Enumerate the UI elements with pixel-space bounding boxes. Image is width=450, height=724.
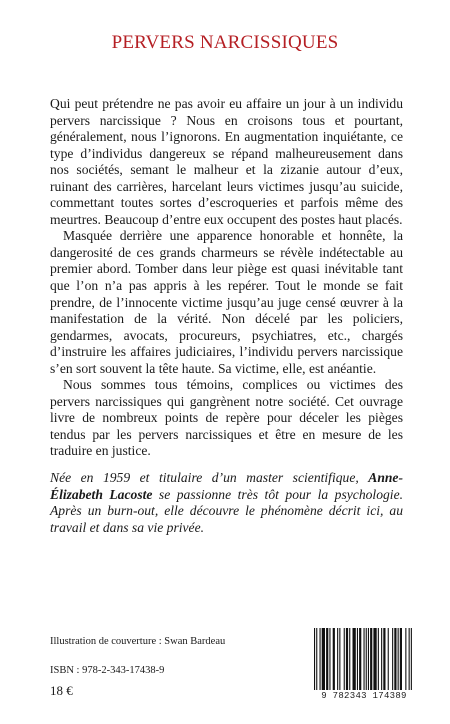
- barcode-bar: [388, 628, 389, 690]
- barcode-bars: [313, 628, 415, 690]
- barcode-bar: [339, 628, 340, 690]
- isbn-number: ISBN : 978-2-343-17438-9: [50, 665, 165, 676]
- barcode-bar: [394, 628, 396, 690]
- barcode-bar: [353, 628, 356, 690]
- barcode-bar: [359, 628, 361, 690]
- barcode-bar: [314, 628, 315, 690]
- barcode-digits: 9 782343 174389: [321, 691, 407, 701]
- barcode-bar: [366, 628, 367, 690]
- barcode-bar: [368, 628, 369, 690]
- barcode-bar: [349, 628, 350, 690]
- barcode-bar: [316, 628, 317, 690]
- book-title: PERVERS NARCISSIQUES: [111, 32, 339, 53]
- barcode-bar: [381, 628, 382, 690]
- barcode-bar: [392, 628, 393, 690]
- barcode-bar: [370, 628, 372, 690]
- barcode-bar: [398, 628, 399, 690]
- barcode-bar: [322, 628, 325, 690]
- barcode-bar: [378, 628, 379, 690]
- barcode-bar: [383, 628, 385, 690]
- barcode-bar: [344, 628, 345, 690]
- blurb-paragraph-3: Nous sommes tous témoins, complices ou victimes des pervers narcissiques qui gangrènent notre société. Cet ouvrage livre de nombreux points de repère pour déceler les pièges tendus par les pervers narcissiques et être en mesure de les traduire en justice.: [50, 377, 403, 459]
- barcode-bar: [373, 628, 376, 690]
- barcode-bar: [411, 628, 412, 690]
- bio-text-before: Née en 1959 et titulaire d’un master scientifique,: [50, 470, 369, 485]
- blurb-paragraph-1: Qui peut prétendre ne pas avoir eu affaire un jour à un individu pervers narcissique ? Nous en croisons tous et pourtant, généralement, nous l’ignorons. En augmentation inquiétante, ce type d’individus dangereux se répand malheureusement dans nos sociétés, semant le malheur et la zizanie autour d’eux, ruinant des carrières, harcelant leurs victimes jusqu’au suicide, commettant toutes sortes d’escroqueries et parfois même des meurtres. Beaucoup d’entre eux occupent des postes haut placés.: [50, 96, 403, 227]
- barcode-bar: [337, 628, 338, 690]
- barcode: [309, 625, 419, 707]
- barcode-bar: [326, 628, 328, 690]
- barcode-bar: [333, 628, 335, 690]
- author-bio: [50, 470, 403, 536]
- author-name: Anne-Élizabeth Lacoste: [50, 470, 403, 502]
- barcode-bar: [357, 628, 358, 690]
- barcode-bar: [400, 628, 402, 690]
- blurb-paragraph-2: Masquée derrière une apparence honorable et honnête, la dangerosité de ces grands charmeurs se révèle indétectable au premier abord. Tomber dans leur piège est quasi inévitable tant que l’on n’a pas appris à les repérer. Tout le monde se fait prendre, de l’innocente victime jusqu’au juge censé œuvrer à la manifestation de la vérité. Non décelé par les policiers, gendarmes, avocats, procureurs, psychiatres, etc., chargés d’instruire les affaires judiciaires, l’individu pervers narcissique s’en sort souvent la tête haute. Sa victime, elle, est anéantie.: [50, 228, 403, 376]
- price: 18 €: [50, 683, 73, 698]
- barcode-bar: [364, 628, 365, 690]
- barcode-bar: [346, 628, 348, 690]
- cover-illustration-credit: Illustration de couverture : Swan Bardeau: [50, 636, 226, 647]
- barcode-bar: [409, 628, 410, 690]
- barcode-bar: [329, 628, 330, 690]
- bio-text-after: se passionne très tôt pour la psychologie. Après un burn-out, elle découvre le phénomène décrit ici, au travail et dans sa vie privée.: [50, 486, 403, 535]
- back-cover-blurb: [50, 96, 403, 460]
- barcode-bar: [405, 628, 406, 690]
- barcode-bar: [320, 628, 321, 690]
